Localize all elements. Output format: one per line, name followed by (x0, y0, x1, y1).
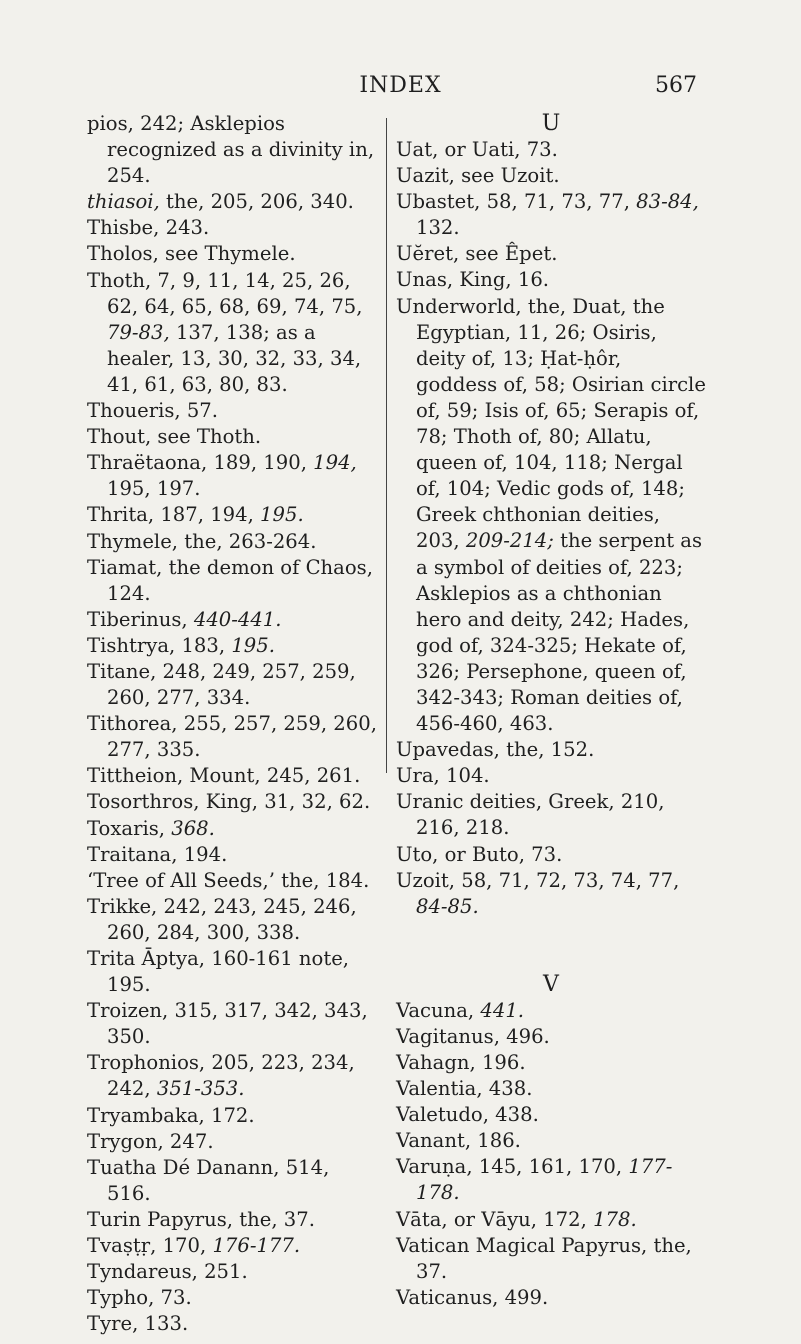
index-entry: Tishtrya, 183, 195. (87, 633, 275, 657)
index-entry: Uzoit, 58, 71, 72, 73, 74, 77, 84-85. (396, 868, 686, 918)
index-entry: Uazit, see Uzoit. (396, 164, 560, 188)
index-entry: Uranic deities, Greek, 210, 216, 218. (396, 790, 671, 840)
index-column-left (87, 111, 384, 1337)
section-spacer (396, 920, 706, 972)
index-entry: Trygon, 247. (87, 1129, 214, 1153)
index-entry: Trita Āptya, 160-161 note, 195. (87, 947, 356, 997)
index-entry: Underworld, the, Duat, the Egyptian, 11, 26; Osiris, deity of, 13; Ḥat-ḥôr, goddess of, 58; Osirian circle of, 59; Isis of, 65; Serapis of, 78; Thoth of, 80; Allatu, queen of, 104, 118; Nergal of, 104; Vedic gods of, 148; Greek chthonian deities, 203, 209-214; the serpent as a symbol of deities of, 223; Asklepios as a chthonian hero and deity, 242; Hades, god of, 324-325; Hekate of, 326; Persephone, queen of, 342-343; Roman deities of, 456-460, 463. (396, 294, 713, 736)
italic-reference: 83-84, (636, 190, 699, 214)
italic-reference: 79-83, (107, 320, 170, 344)
italic-reference: 209-214; (465, 529, 554, 553)
index-entry: Tyndareus, 251. (87, 1260, 248, 1284)
index-entry: Varuṇa, 145, 161, 170, 177-178. (396, 1155, 673, 1205)
index-entry: Ubastet, 58, 71, 73, 77, 83-84, 132. (396, 190, 706, 240)
index-entry: Thisbe, 243. (87, 216, 210, 240)
index-entry: Unas, King, 16. (396, 268, 550, 292)
index-entry: Titane, 248, 249, 257, 259, 260, 277, 334. (87, 659, 362, 710)
index-entry: Typho, 73. (87, 1286, 192, 1310)
index-entry: Thraëtaona, 189, 190, 194, 195, 197. (87, 451, 364, 501)
index-entry: Vanant, 186. (396, 1129, 521, 1153)
column-divider (386, 118, 387, 773)
index-entry: Tiamat, the demon of Chaos, 124. (87, 555, 380, 605)
index-entry: Thout, see Thoth. (87, 425, 262, 449)
index-entry: Tholos, see Thymele. (87, 242, 296, 266)
index-entry: Tiberinus, 440-441. (87, 607, 282, 631)
index-entry: Vatican Magical Papyrus, the, 37. (396, 1233, 699, 1283)
index-entry: Troizen, 315, 317, 342, 343, 350. (87, 999, 374, 1049)
italic-reference: 195. (231, 633, 275, 657)
index-entry: Thrita, 187, 194, 195. (87, 503, 304, 527)
index-entry: pios, 242; Asklepios recognized as a divinity in, 254. (87, 112, 381, 188)
running-title: INDEX (359, 73, 442, 98)
index-entry: Turin Papyrus, the, 37. (87, 1207, 315, 1231)
index-entry: Upavedas, the, 152. (396, 738, 595, 762)
section-v-entries (396, 998, 706, 1311)
italic-reference: 84-85. (416, 894, 479, 918)
index-entry: Uat, or Uati, 73. (396, 138, 558, 161)
index-entry: Tyre, 133. (87, 1312, 189, 1336)
index-entry: Traitana, 194. (87, 842, 228, 866)
index-entry: Tittheion, Mount, 245, 261. (87, 764, 361, 788)
index-entry: Vahagn, 196. (396, 1051, 526, 1074)
italic-reference: thiasoi, (87, 190, 160, 214)
section-heading-u: U (541, 111, 561, 136)
index-entry: Vacuna, 441. (396, 998, 525, 1022)
index-entry: Vāta, or Vāyu, 172, 178. (396, 1207, 637, 1231)
index-entry: Valentia, 438. (396, 1077, 533, 1101)
italic-reference: 178. (593, 1207, 637, 1231)
italic-reference: 195. (260, 503, 304, 527)
italic-reference: 368. (171, 816, 215, 840)
page-header (0, 73, 801, 103)
index-entry: Tosorthros, King, 31, 32, 62. (87, 790, 371, 814)
index-entry: Valetudo, 438. (396, 1103, 539, 1127)
index-entry: Uĕret, see Êpet. (396, 242, 558, 266)
page-number: 567 (655, 73, 697, 98)
index-entry: Thoueris, 57. (87, 399, 219, 423)
italic-reference: 194, (313, 451, 357, 475)
index-entry: Ura, 104. (396, 764, 490, 788)
index-entry: Uto, or Buto, 73. (396, 842, 563, 866)
index-entry: Vagitanus, 496. (396, 1024, 550, 1048)
index-entry: Vaticanus, 499. (396, 1285, 549, 1309)
index-entry: Trophonios, 205, 223, 234, 242, 351-353. (87, 1051, 361, 1101)
index-entry: Tvaṣṭṛ, 170, 176-177. (87, 1234, 301, 1258)
italic-reference: 441. (480, 998, 525, 1022)
section-u-entries (396, 137, 713, 920)
italic-reference: 177-178. (416, 1155, 673, 1205)
index-entry: Tuatha Dé Danann, 514, 516. (87, 1155, 336, 1205)
index-entry: Toxaris, 368. (87, 816, 215, 840)
index-entry: Thymele, the, 263-264. (87, 529, 317, 553)
index-entry: Trikke, 242, 243, 245, 246, 260, 284, 300, 338. (87, 894, 363, 944)
italic-reference: 351-353. (156, 1077, 245, 1101)
index-entry: Tryambaka, 172. (87, 1103, 255, 1127)
section-heading-v: V (543, 971, 559, 997)
index-entry: thiasoi, the, 205, 206, 340. (87, 190, 354, 214)
index-entry: Tithorea, 255, 257, 259, 260, 277, 335. (87, 712, 384, 762)
index-entry: Thoth, 7, 9, 11, 14, 25, 26, 62, 64, 65, 68, 69, 74, 75, 79-83, 137, 138; as a healer, 13, 30, 32, 33, 34, 41, 61, 63, 80, 83. (87, 268, 369, 396)
italic-reference: 440-441. (193, 607, 282, 631)
italic-reference: 176-177. (212, 1234, 301, 1258)
index-entry: ‘Tree of All Seeds,’ the, 184. (87, 868, 370, 892)
index-column-right (396, 111, 713, 1311)
